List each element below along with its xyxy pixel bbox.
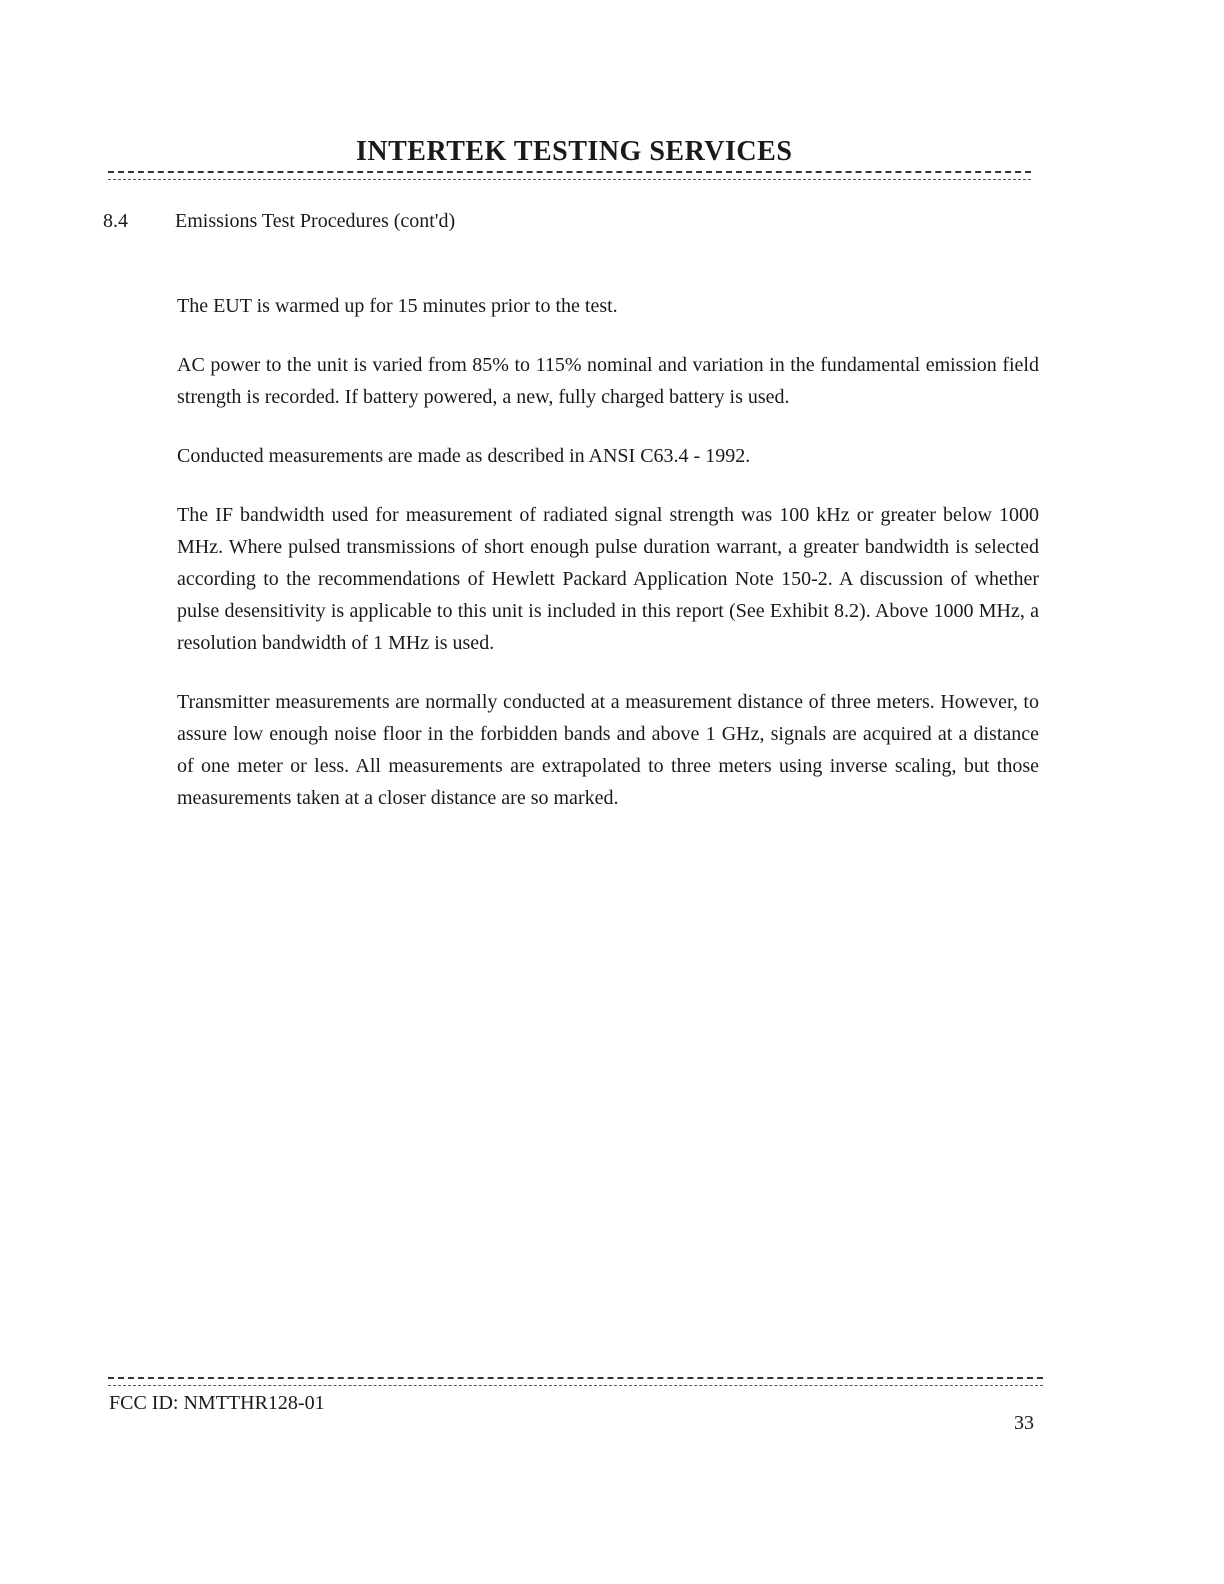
section-number: 8.4 [103,210,128,232]
section-title: Emissions Test Procedures (cont'd) [175,210,456,232]
paragraph-warmup: The EUT is warmed up for 15 minutes prior to the test. [177,295,618,317]
body-text [177,290,1039,841]
paragraph-if-bandwidth: The IF bandwidth used for measurement of radiated signal strength was 100 kHz or greater below 1000 MHz. Where pulsed transmissions of short enough pulse duration warrant, a greater bandwidth is selected according to the recommendations of Hewlett Packard Application Note 150-2. A discussion of whether pulse desensitivity is applicable to this unit is included in this report (See Exhibit 8.2). Above 1000 MHz, a resolution bandwidth of 1 MHz is used. [177,504,1039,654]
header-divider [108,171,1031,173]
fcc-id: FCC ID: NMTTHR128-01 [109,1392,325,1414]
page-number: 33 [1014,1412,1034,1434]
header-divider-secondary [108,179,1031,180]
paragraph-ac-power: AC power to the unit is varied from 85% to 115% nominal and variation in the fundamental emission field strength is recorded. If battery powered, a new, fully charged battery is used. [177,354,1039,408]
paragraph-conducted: Conducted measurements are made as described in ANSI C63.4 - 1992. [177,445,751,467]
footer-divider-secondary [108,1385,1043,1386]
section-heading [103,210,455,233]
paragraph-transmitter: Transmitter measurements are normally conducted at a measurement distance of three meters. However, to assure low enough noise floor in the forbidden bands and above 1 GHz, signals are acquired at a distance of one meter or less. All measurements are extrapolated to three meters using inverse scaling, but those measurements taken at a closer distance are so marked. [177,691,1039,809]
document-header-title: INTERTEK TESTING SERVICES [356,136,793,167]
footer-divider [108,1377,1043,1379]
